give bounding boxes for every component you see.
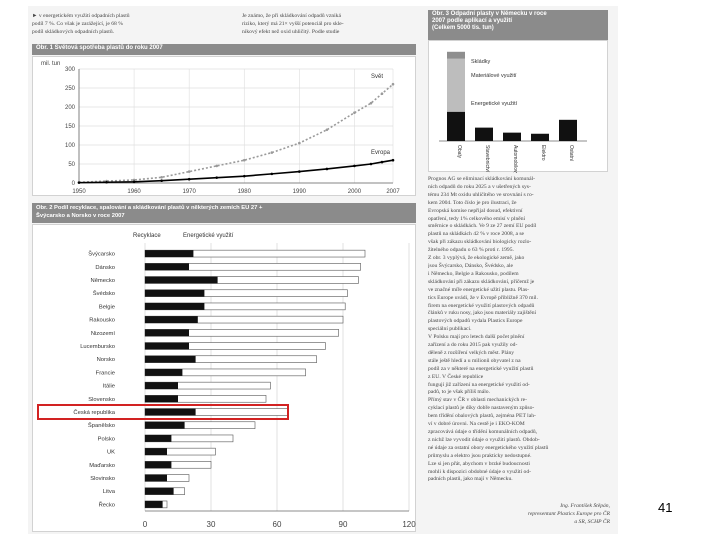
chart2-xtick-label: 60 — [272, 520, 282, 529]
chart2-xtick-label: 120 — [402, 520, 416, 529]
chart1-ytick-label: 200 — [64, 105, 75, 111]
chart2-category-label: Řecko — [98, 502, 115, 509]
chart2-category-label: Norsko — [96, 357, 115, 364]
chart2-category-label: Itálie — [102, 383, 115, 390]
chart1-xtick-label: 2007 — [386, 189, 400, 195]
chart1-data-point — [392, 83, 395, 86]
chart1-data-point — [271, 173, 274, 176]
chart2-recycling-bar — [145, 290, 204, 297]
chart1-data-point — [133, 181, 136, 184]
chart2-category-label: Belgie — [98, 304, 115, 311]
chart1-data-point — [243, 175, 246, 178]
chart1-ytick-label: 250 — [64, 86, 75, 92]
chart1-data-point — [370, 163, 373, 166]
chart2-category-label: Dánsko — [95, 264, 115, 271]
chart1-series-label: Svět — [371, 74, 384, 81]
chart2-category-label: Francie — [95, 370, 115, 377]
chart1-xtick-label: 1960 — [127, 189, 141, 195]
chart2-header: Obr. 2 Podíl recyklace, spalování a skládkování plastů v některých zemích EU 27 + Švýcarsko a Norsko v roce 2007 — [32, 203, 416, 223]
article-text: Prognos AG se eliminací skládkování komunál- ních odpadů do roku 2025 a v ušetřených sys- tému 234 Mt oxidu uhličitého ve srovnání s ro- kem 2004. Toto číslo je pro ilustraci, že Evropská komise nepřijal dosud, efektivní opatření, tedy 1% celkového emisí v plnění směrnice o skládkách. Ve 9 ze 27 zemí EU podíl plastů na skládkách 42 % v roce 2008, a se však při zákazu skládkování biologicky rozlo- žitelného odpadu o 63 % proti r. 1995. Z obr. 3 vyplývá, že ekologické země, jako jsou Švýcarsko, Dánsko, Švédsko, ale i Německo, Belgie a Rakousko, podílem skládkování při zákazu skládkování, přičemž je ve značné míře energetické užití plastu. Plas- tics Europe uvádí, že v Evropě přibližně 370 mil. firem na energetické využití plastových odpadů článků v ruku nosy, jako jsou materiály zajištění plastových odpadů vydala Plastics Europe speciální publikaci. V Polsku mají pro letech další počet plnění zařízení a do roku 2015 pak využily od- děleně z rozšíření velkých měst. Plány stále ještě hledí a u milionů obyvatel z na podíl za v některé na energetické využití plastů z EU. V České republice fungují již zařízení na energetické využití od- padů, to je však příliš málo. Přímý stav v ČR v oblasti mechanických re- cyklací plastů je díky dobře nastaveným způso- bem třídění obalových plastů, zejména PET lah- ví v dobré úrovni. Na cestě je i EKO-KOM zpracovává údaje o třídění komunálních odpadů, z nichž lze vyvodit údaje o využití plastů. Obdob- né údaje za ostatní obory energetického využití plastů průmyslu a elektro jsou prakticky nedostupné. Lze si jen přát, abychom v brzké budoucnosti mohli k dispozici obdobné údaje o využití od- padních plastů, jako mají v Německu. — [428, 176, 549, 483]
chart1-series-europe-line — [79, 160, 393, 182]
chart2-category-label: Švýcarsko — [88, 251, 115, 258]
chart2-recycling-bar — [145, 329, 189, 336]
germany-waste-bar-chart — [429, 41, 609, 173]
chart1-data-point — [381, 92, 384, 95]
chart3-category-label: Automobilový průmysl — [512, 145, 518, 173]
chart2-recycling-bar — [145, 263, 189, 270]
author-signature: Ing. František Štěpán, representant Plastics Europe pro ČR a SR, SCHP ČR — [527, 503, 610, 525]
chart2-category-label: Španělsko — [87, 423, 115, 430]
chart1-ytick-label: 50 — [68, 162, 75, 168]
chart2-xtick-label: 90 — [338, 520, 348, 529]
chart2-recycling-bar — [145, 382, 178, 389]
chart2-recycling-bar — [145, 250, 193, 257]
chart3-legend-material: Materiálové využití — [471, 73, 517, 79]
chart1-data-point — [215, 176, 218, 179]
chart3-legend-landfill: Skládky — [471, 59, 491, 65]
chart3-category-label: Elektro — [540, 145, 546, 161]
chart2-category-label: Česká republika — [73, 410, 115, 416]
chart2-recycling-bar — [145, 395, 178, 402]
chart3-bar — [475, 128, 493, 141]
chart2-category-label: Polsko — [97, 436, 115, 443]
chart1-ytick-label: 100 — [64, 143, 75, 149]
chart2-recycling-bar — [145, 369, 182, 376]
chart2-recycling-bar — [145, 488, 174, 495]
chart2-recycling-bar — [145, 303, 204, 310]
chart1-data-point — [353, 111, 356, 114]
chart1-ytick-label: 150 — [64, 124, 75, 130]
chart2-recycling-bar — [145, 435, 171, 442]
chart3-bar — [559, 120, 577, 141]
eu-recycling-bar-chart — [33, 225, 417, 533]
chart3-stack-energy — [447, 112, 465, 141]
chart1-ytick-label: 0 — [71, 181, 75, 187]
chart3-panel — [428, 40, 608, 172]
chart1-data-point — [326, 129, 329, 132]
chart2-category-label: Rakousko — [89, 317, 115, 324]
chart1-series-label: Evropa — [371, 150, 391, 157]
chart2-category-label: UK — [106, 449, 115, 456]
chart3-category-label: Stavebnictví — [484, 145, 490, 173]
chart2-category-label: Švédsko — [92, 291, 115, 298]
chart1-data-point — [381, 161, 384, 164]
chart1-data-point — [188, 178, 191, 181]
chart3-category-label: Obaly — [456, 145, 462, 159]
chart2-recycling-bar — [145, 343, 189, 350]
chart1-xtick-label: 1970 — [182, 189, 196, 195]
chart1-ylabel: mil. tun — [41, 61, 61, 67]
chart2-legend-recycling: Recyklace — [133, 233, 161, 239]
chart1-data-point — [160, 179, 163, 182]
chart1-xtick-label: 2000 — [347, 189, 362, 195]
chart2-recycling-bar — [145, 461, 171, 468]
chart2-legend-energy: Energetické využití — [183, 233, 234, 239]
chart1-header: Obr. 1 Světová spotřeba plastů do roku 2007 — [32, 44, 416, 55]
intro-text-col2: Je známo, že při skládkování odpadů vzniká riziko, který má 21× vyšší potenciál pro skle- níkový efekt než oxid uhličitý. Podle studie — [242, 13, 344, 35]
page-number: 41 — [658, 500, 673, 515]
chart2-recycling-bar — [145, 448, 167, 455]
chart1-data-point — [353, 165, 356, 168]
chart1-xtick-label: 1990 — [292, 189, 307, 195]
chart1-data-point — [271, 151, 274, 154]
chart2-recycling-bar — [145, 409, 196, 416]
chart1-data-point — [243, 159, 246, 162]
chart1-data-point — [326, 168, 329, 171]
chart1-panel — [32, 56, 416, 196]
chart1-data-point — [215, 165, 218, 168]
chart2-category-label: Slovensko — [88, 396, 115, 403]
chart2-xtick-label: 30 — [206, 520, 216, 529]
chart1-data-point — [105, 181, 108, 184]
chart1-data-point — [370, 102, 373, 105]
chart2-category-label: Nizozemí — [90, 330, 115, 337]
chart1-ytick-label: 300 — [64, 67, 75, 73]
chart1-data-point — [392, 159, 395, 162]
chart1-data-point — [160, 176, 163, 179]
chart3-category-label: Ostatní — [568, 145, 574, 162]
chart1-data-point — [188, 170, 191, 173]
chart1-data-point — [298, 142, 301, 145]
chart3-header: Obr. 3 Odpadní plasty v Německu v roce 2007 podle aplikací a využití (Celkem 5000 tis. tun) — [428, 10, 608, 40]
chart3-stack-material — [447, 59, 465, 112]
chart2-recycling-bar — [145, 422, 185, 429]
chart2-xtick-label: 0 — [142, 520, 148, 529]
chart1-xtick-label: 1950 — [72, 189, 86, 195]
chart2-recycling-bar — [145, 356, 196, 363]
chart1-xtick-label: 1980 — [237, 189, 251, 195]
chart2-recycling-bar — [145, 501, 163, 508]
chart2-category-label: Litva — [102, 489, 115, 496]
chart1-data-point — [298, 170, 301, 173]
chart2-category-label: Slovinsko — [90, 476, 115, 482]
chart3-bar — [503, 133, 521, 141]
chart2-category-label: Lucembursko — [80, 344, 115, 350]
intro-text-col1: ► v energetickém využití odpadních plastů podíl 7 %. Co však je zarážející, je 68 % podíl skládkových odpadních plastů. — [32, 13, 130, 35]
chart2-recycling-bar — [145, 277, 218, 284]
chart2-recycling-bar — [145, 316, 198, 323]
chart3-stack-landfill — [447, 52, 465, 59]
chart3-bar — [531, 134, 549, 141]
chart2-recycling-bar — [145, 475, 167, 482]
chart1-data-point — [78, 181, 81, 184]
world-plastics-line-chart — [33, 57, 417, 197]
chart2-category-label: Německo — [90, 278, 115, 284]
chart3-legend-energy: Energetické využití — [471, 101, 518, 107]
chart2-panel — [32, 224, 416, 532]
chart2-category-label: Maďarsko — [89, 462, 115, 469]
